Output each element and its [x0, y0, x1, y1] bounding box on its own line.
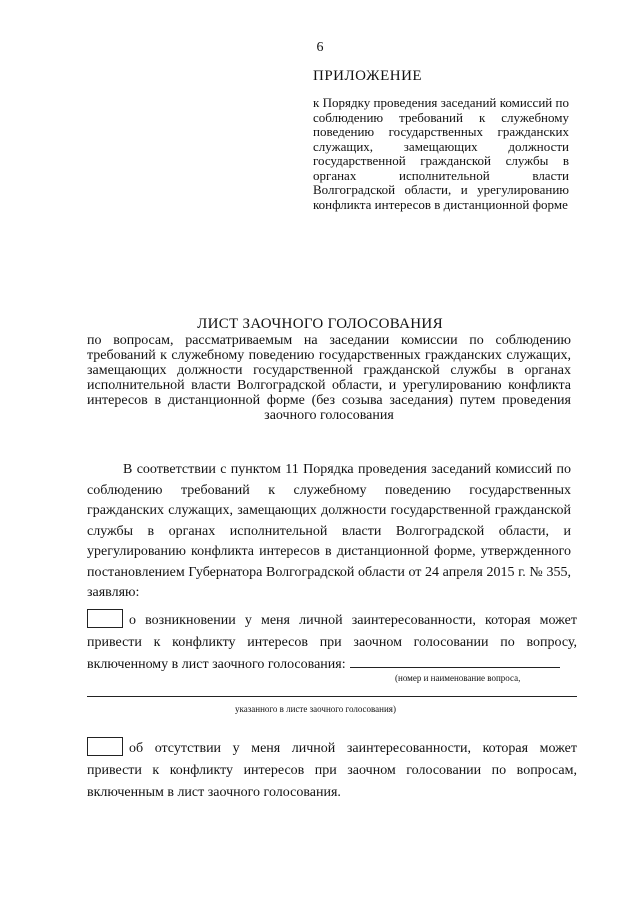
question-hint-2: указанного в листе заочного голосования) — [235, 704, 396, 714]
appendix-text: к Порядку проведения заседаний комиссий по соблюдению требований к служебному поведению государственных гражданских служащих, замещающих должности государственной гражданской службы в органах исполнительной власти Волгоградской области, и урегулированию конфликта интересов в дистанционной форме — [313, 95, 569, 212]
declaration-paragraph: В соответствии с пунктом 11 Порядка проведения заседаний комиссий по соблюдению требований к служебному поведению государственных гражданских служащих, замещающих должности государственной гражданской службы в органах исполнительной власти Волгоградской области, и урегулированию конфликта интересов в дистанционной форме, утвержденного постановлением Губернатора Волгоградской области от 24 апреля 2015 г. № 355, заявляю: — [87, 462, 571, 600]
option-2-checkbox[interactable] — [87, 737, 123, 756]
option-1-text-3: включенному в лист заочного голосования: — [87, 657, 346, 672]
option-conflict-absent — [87, 737, 577, 804]
question-fill-line-2[interactable] — [87, 696, 577, 697]
option-1-line-2: привести к конфликту интересов при заочном голосовании по вопросу, — [87, 635, 577, 650]
page-number: 6 — [316, 40, 324, 55]
option-2-line-3: включенным в лист заочного голосования. — [87, 785, 341, 800]
option-1-line-1 — [87, 609, 577, 632]
appendix-title: ПРИЛОЖЕНИЕ — [313, 68, 423, 84]
question-fill-line[interactable] — [350, 667, 560, 668]
option-2-line-1 — [87, 737, 577, 760]
question-hint-1: (номер и наименование вопроса, — [395, 673, 521, 683]
sheet-title: ЛИСТ ЗАОЧНОГО ГОЛОСОВАНИЯ — [197, 316, 443, 332]
option-1-text-1: о возникновении у меня личной заинтересованности, которая может — [129, 613, 577, 628]
option-2-line-2: привести к конфликту интересов при заочном голосовании по вопросам, — [87, 763, 577, 778]
option-1-checkbox[interactable] — [87, 609, 123, 628]
option-2-text-1: об отсутствии у меня личной заинтересованности, которая может — [129, 741, 577, 756]
sheet-subtitle: по вопросам, рассматриваемым на заседании комиссии по соблюдению требований к служебному поведению государственных гражданских служащих, замещающих должности государственной гражданской службы в органах исполнительной власти Волгоградской области, и урегулированию конфликта интересов в дистанционной форме (без созыва заседания) путем проведения заочного голосования — [87, 333, 571, 423]
option-conflict-exists — [87, 609, 577, 676]
